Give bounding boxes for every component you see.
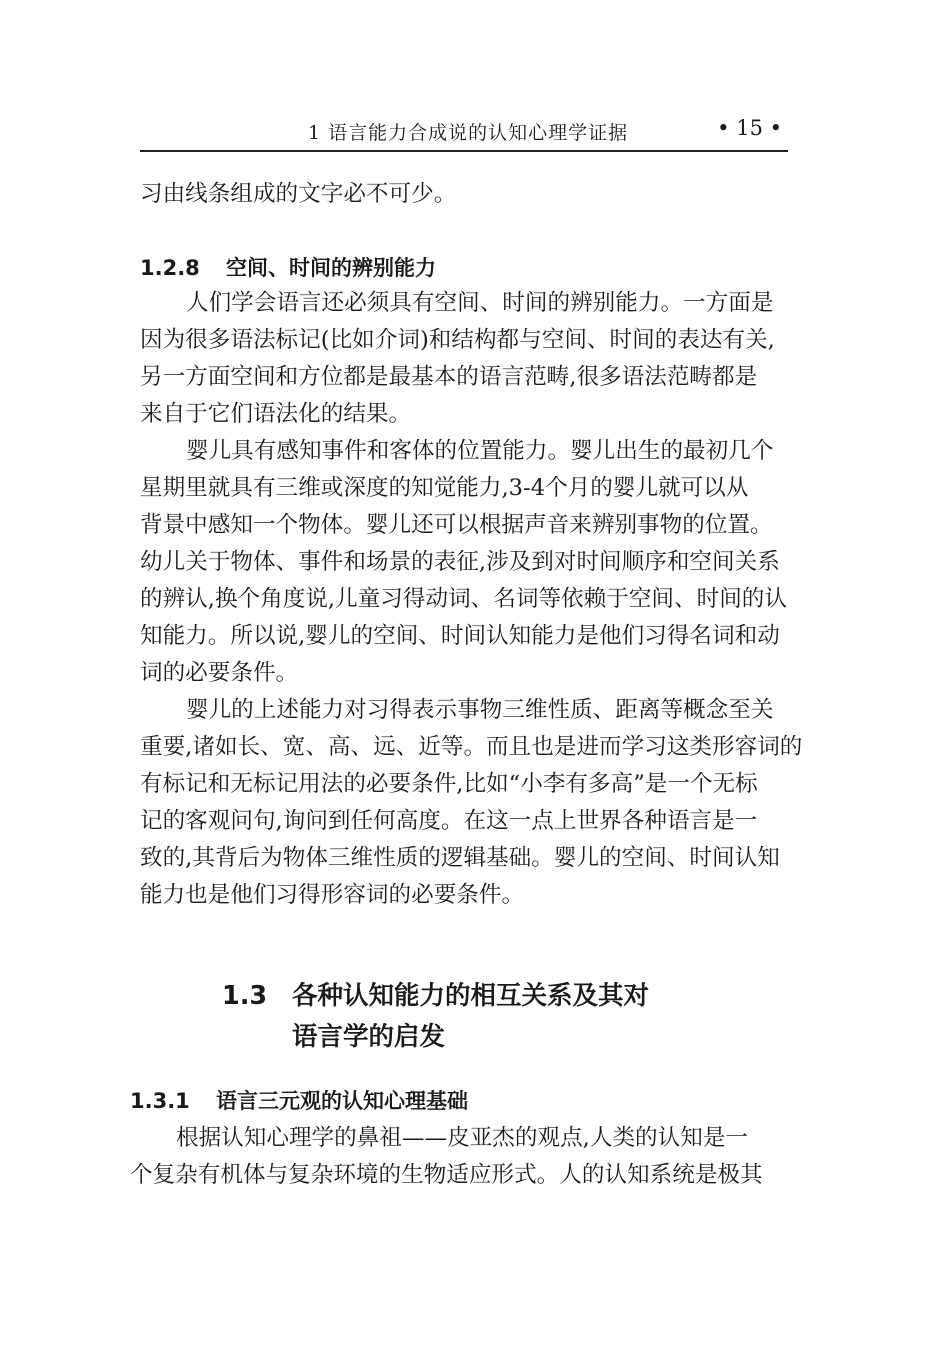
subsection-title: 语言三元观的认知心理基础	[216, 1089, 468, 1113]
running-head-title: 1 语言能力合成说的认知心理学证据	[308, 122, 629, 144]
paragraph-line: 幼儿关于物体、事件和场景的表征,涉及到对时间顺序和空间关系	[140, 549, 780, 575]
running-head	[140, 116, 788, 152]
subsection-title: 空间、时间的辨别能力	[226, 256, 436, 280]
subsection-number: 1.2.8	[140, 256, 200, 280]
page-number: • 15 •	[717, 116, 782, 140]
paragraph-line: 根据认知心理学的鼻祖——皮亚杰的观点,人类的认知是一	[176, 1125, 749, 1151]
paragraph-line: 知能力。所以说,婴儿的空间、时间认知能力是他们习得名词和动	[140, 623, 780, 649]
paragraph-line: 个复杂有机体与复杂环境的生物适应形式。人的认知系统是极其	[130, 1162, 763, 1188]
paragraph-line: 致的,其背后为物体三维性质的逻辑基础。婴儿的空间、时间认知	[140, 845, 780, 871]
section-number-1-3: 1.3	[222, 981, 268, 1011]
paragraph-line: 背景中感知一个物体。婴儿还可以根据声音来辨别事物的位置。	[140, 512, 773, 538]
paragraph-line: 记的客观问句,询问到任何高度。在这一点上世界各种语言是一	[140, 808, 758, 834]
paragraph-line: 能力也是他们习得形容词的必要条件。	[140, 882, 525, 908]
paragraph-line: 来自于它们语法化的结果。	[140, 401, 412, 427]
subsection-number: 1.3.1	[130, 1089, 190, 1113]
section-title-line-2: 语言学的启发	[292, 1022, 446, 1052]
opening-line: 习由线条组成的文字必不可少。	[140, 181, 457, 207]
paragraph-line: 的辨认,换个角度说,儿童习得动词、名词等依赖于空间、时间的认	[140, 586, 787, 612]
paragraph-line: 词的必要条件。	[140, 660, 299, 686]
subsection-heading-1-2-8	[140, 250, 436, 286]
paragraph-line: 星期里就具有三维或深度的知觉能力,3-4个月的婴儿就可以从	[140, 475, 749, 501]
paragraph-line: 有标记和无标记用法的必要条件,比如“小李有多高”是一个无标	[140, 771, 758, 797]
paragraph-line: 因为很多语法标记(比如介词)和结构都与空间、时间的表达有关,	[140, 327, 775, 353]
subsection-heading-1-3-1	[130, 1083, 468, 1119]
section-title-line-1: 各种认知能力的相互关系及其对	[292, 981, 650, 1011]
paragraph-line: 婴儿的上述能力对习得表示事物三维性质、距离等概念至关	[186, 697, 774, 723]
paragraph-line: 婴儿具有感知事件和客体的位置能力。婴儿出生的最初几个	[186, 438, 774, 464]
paragraph-line: 另一方面空间和方位都是最基本的语言范畴,很多语法范畴都是	[140, 364, 758, 390]
paragraph-line: 重要,诸如长、宽、高、远、近等。而且也是进而学习这类形容词的	[140, 734, 803, 760]
paragraph-line: 人们学会语言还必须具有空间、时间的辨别能力。一方面是	[186, 290, 774, 316]
